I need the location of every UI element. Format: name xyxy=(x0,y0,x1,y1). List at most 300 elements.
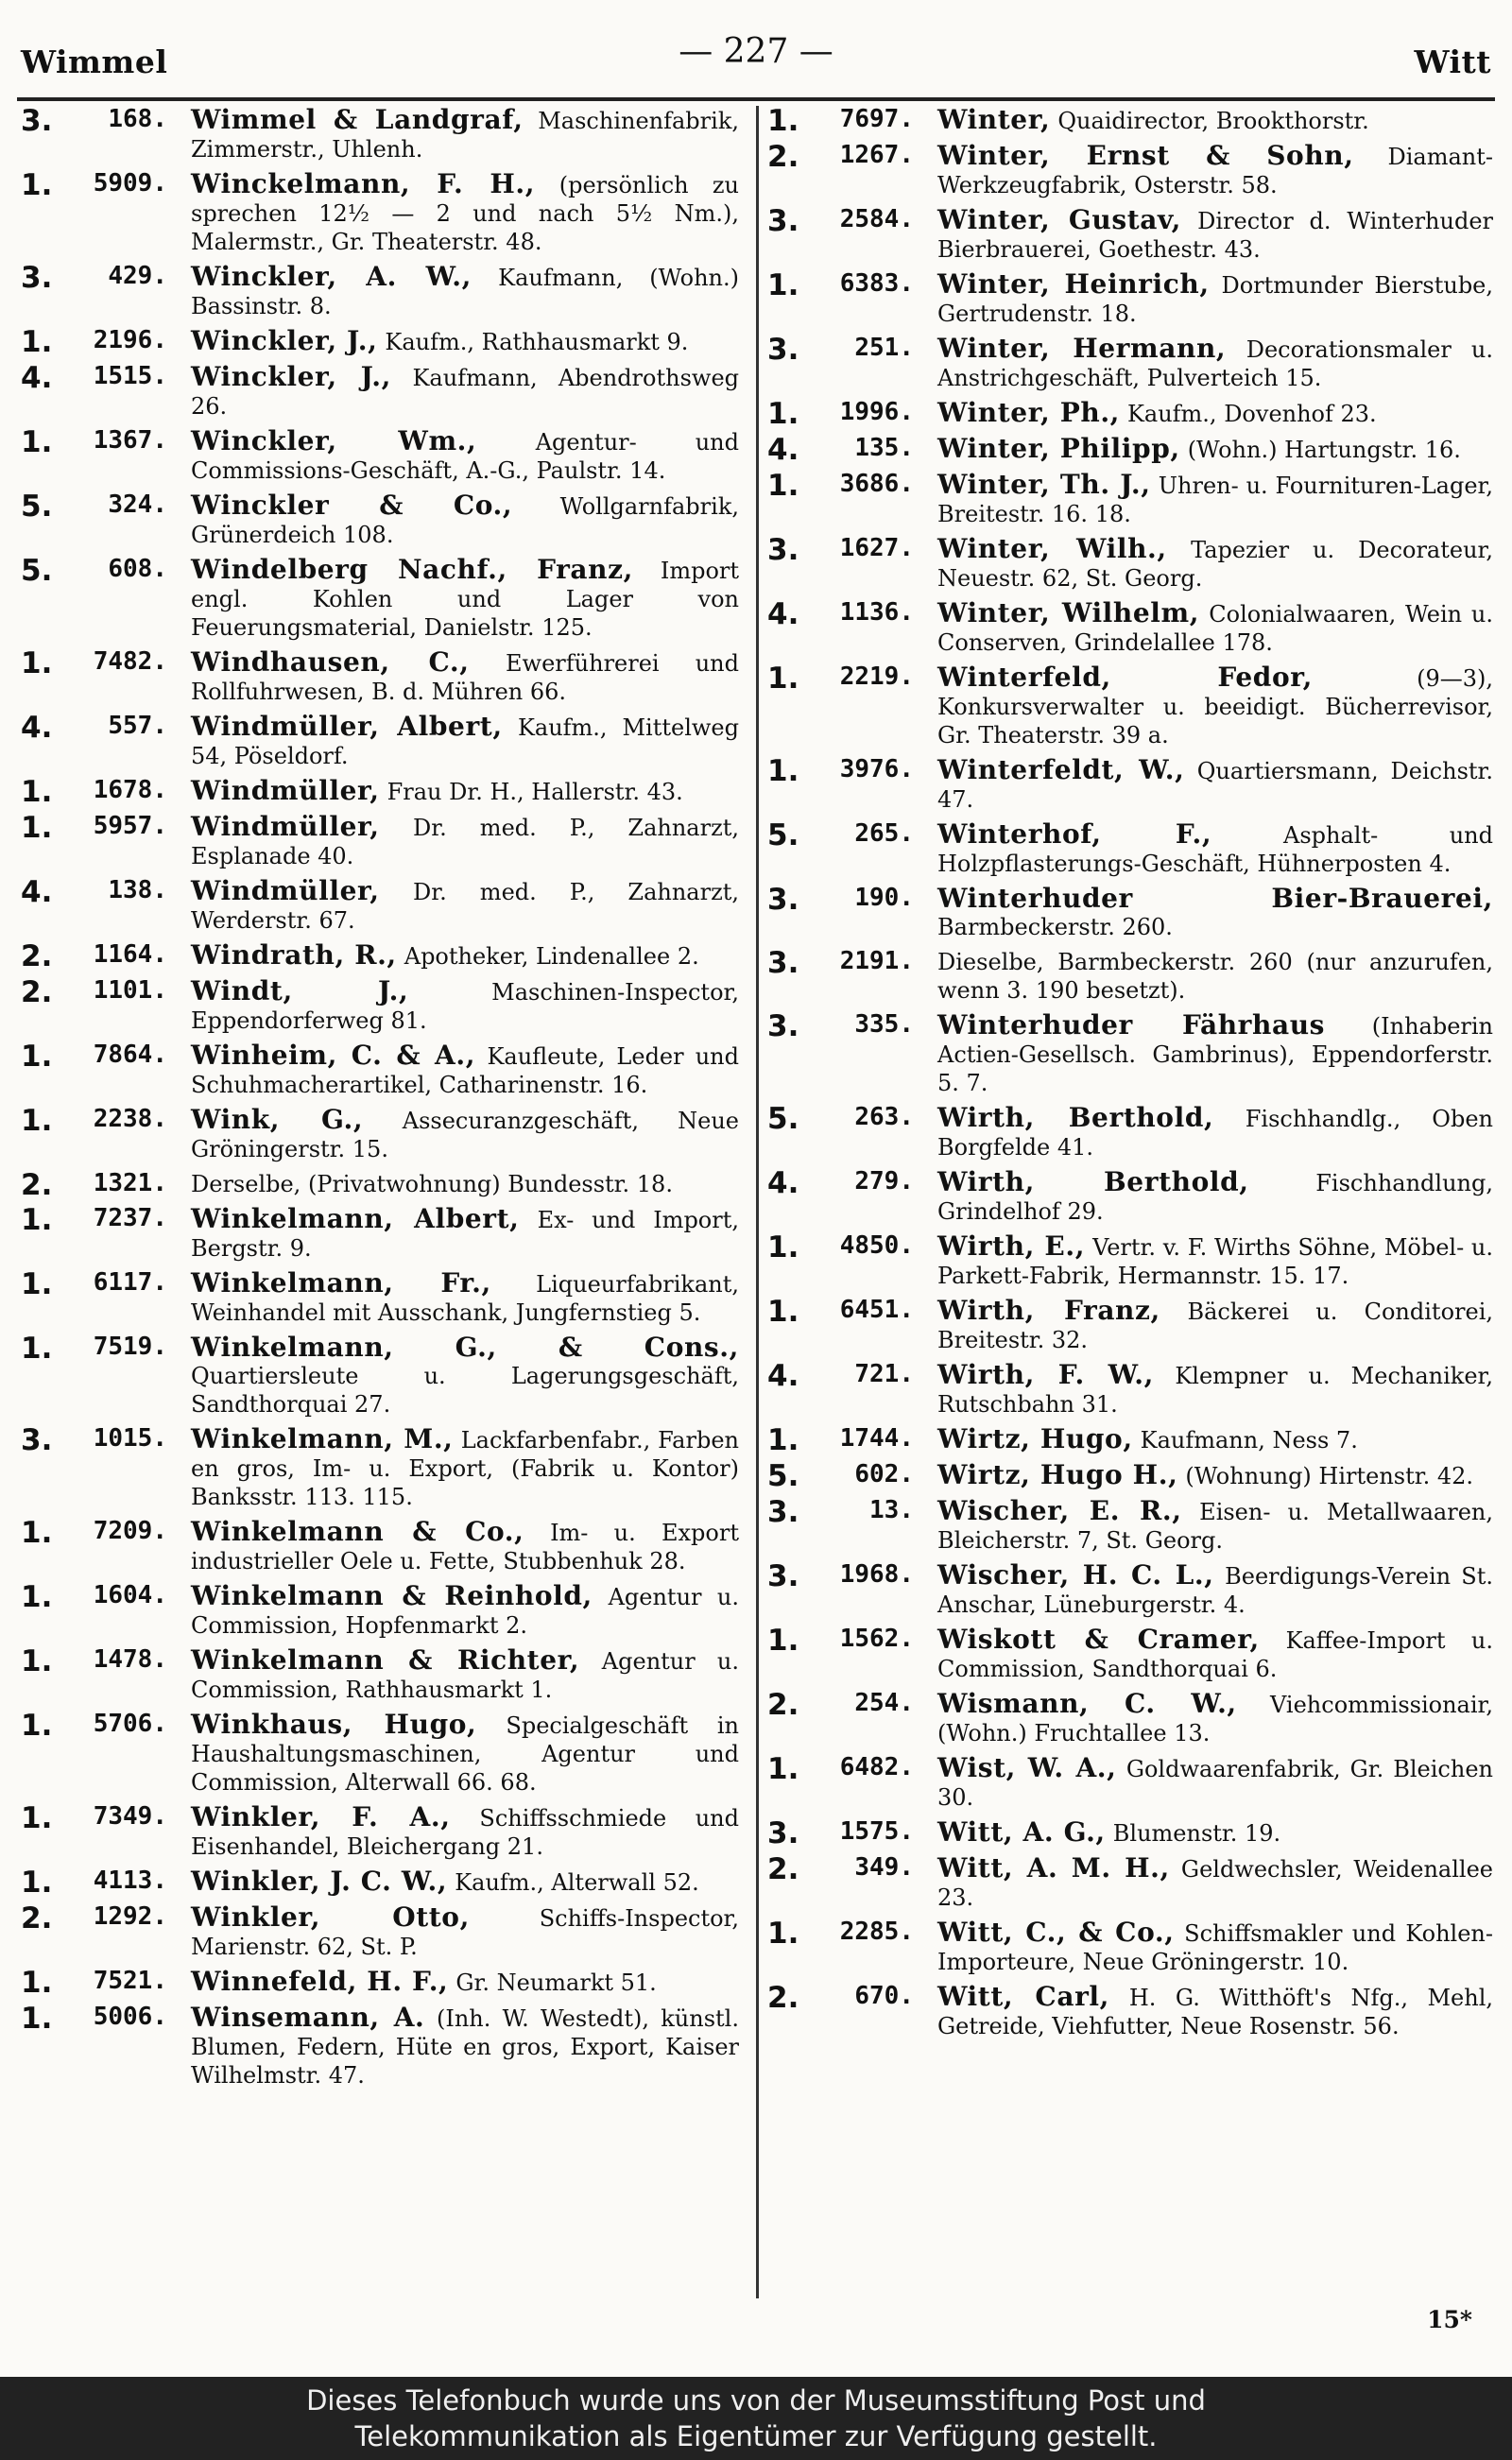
phone-number: 3686. xyxy=(839,470,914,498)
exchange-zone: 4. xyxy=(767,1166,799,1200)
subscriber-name: Wischer, E. R., xyxy=(937,1495,1182,1526)
subscriber-details: Liqueurfabrikant, Weinhandel mit Ausschank, Jungfernstieg 5. xyxy=(191,1271,739,1326)
header-last-entry: Witt xyxy=(1414,43,1491,80)
exchange-zone: 1. xyxy=(767,662,799,696)
phone-number: 2584. xyxy=(839,205,914,233)
directory-entry xyxy=(767,433,1493,467)
phone-number: 279. xyxy=(854,1167,914,1196)
directory-entry xyxy=(21,941,739,971)
directory-entry xyxy=(767,1104,1493,1161)
directory-entry xyxy=(767,1690,1493,1747)
subscriber-name: Wirth, Berthold, xyxy=(937,1102,1214,1133)
subscriber-details: Bäckerei u. Conditorei, Breitestr. 32. xyxy=(937,1299,1493,1353)
directory-entry xyxy=(767,1011,1493,1097)
exchange-zone: 1. xyxy=(21,1516,53,1550)
exchange-zone: 1. xyxy=(767,754,799,788)
phone-number: 1292. xyxy=(93,1902,167,1931)
exchange-zone: 2. xyxy=(21,1901,53,1935)
exchange-zone: 5. xyxy=(767,1102,799,1136)
subscriber-details: Klempner u. Mechaniker, Rutschbahn 31. xyxy=(937,1363,1494,1418)
directory-entry xyxy=(21,2004,739,2090)
phone-number: 265. xyxy=(854,819,914,848)
directory-entry xyxy=(21,1803,739,1861)
exchange-zone: 3. xyxy=(767,946,799,980)
exchange-zone: 1. xyxy=(767,469,799,503)
subscriber-name: Witt, A. M. H., xyxy=(937,1852,1170,1884)
subscriber-details: Agentur u. Commission, Rathhausmarkt 1. xyxy=(191,1648,739,1703)
subscriber-details: Dr. med. P., Zahnarzt, Esplanade 40. xyxy=(191,815,739,869)
phone-number: 1478. xyxy=(93,1645,167,1674)
directory-entry xyxy=(21,1646,739,1704)
exchange-zone: 4. xyxy=(767,597,799,631)
subscriber-name: Wirtz, Hugo, xyxy=(937,1423,1133,1454)
phone-number: 602. xyxy=(854,1460,914,1488)
phone-number: 1678. xyxy=(93,776,167,804)
exchange-zone: 1. xyxy=(21,425,53,459)
right-column xyxy=(767,106,1493,2047)
directory-entry xyxy=(767,270,1493,328)
directory-entry xyxy=(21,977,739,1035)
subscriber-name: Witt, A. G., xyxy=(937,1816,1106,1848)
subscriber-details: Kaufm., Dovenhof 23. xyxy=(1126,401,1377,427)
exchange-zone: 1. xyxy=(767,1752,799,1786)
phone-number: 2238. xyxy=(93,1105,167,1133)
subscriber-name: Windhausen, C., xyxy=(191,646,470,678)
exchange-zone: 5. xyxy=(767,1459,799,1493)
subscriber-name: Winterfeldt, W., xyxy=(937,754,1185,785)
subscriber-details: Kaufmann, Abendrothsweg 26. xyxy=(191,365,740,420)
directory-entry xyxy=(767,663,1493,749)
subscriber-name: Winckler, Wm., xyxy=(191,425,477,456)
directory-entry xyxy=(21,1966,739,2000)
subscriber-name: Winkler, J. C. W., xyxy=(191,1866,448,1897)
subscriber-name: Winckler, A. W., xyxy=(191,261,472,292)
directory-entry xyxy=(21,363,739,421)
phone-number: 2285. xyxy=(839,1918,914,1946)
subscriber-name: Wist, W. A., xyxy=(937,1752,1117,1783)
exchange-zone: 1. xyxy=(767,1624,799,1658)
page-number: — 227 — xyxy=(679,32,833,71)
exchange-zone: 3. xyxy=(767,333,799,367)
exchange-zone: 3. xyxy=(767,1559,799,1593)
subscriber-name: Wink, G., xyxy=(191,1104,364,1135)
subscriber-details: Kaufm., Rathhausmarkt 9. xyxy=(385,329,689,355)
directory-entry xyxy=(767,104,1493,138)
exchange-zone: 5. xyxy=(767,818,799,852)
exchange-zone: 1. xyxy=(767,104,799,138)
subscriber-details: Quartiersleute u. Lagerungsgeschäft, Sandthorquai 27. xyxy=(191,1363,739,1418)
subscriber-name: Winterfeld, Fedor, xyxy=(937,662,1313,693)
header-first-entry: Wimmel xyxy=(21,43,168,80)
subscriber-details: Import engl. Kohlen und Lager von Feuerungsmaterial, Danielstr. 125. xyxy=(191,558,740,641)
phone-number: 608. xyxy=(108,555,167,583)
exchange-zone: 1. xyxy=(21,1966,53,2000)
exchange-zone: 1. xyxy=(21,168,53,202)
exchange-zone: 1. xyxy=(21,1332,53,1366)
directory-entry xyxy=(21,1518,739,1575)
phone-number: 6482. xyxy=(839,1753,914,1781)
subscriber-name: Winckler & Co., xyxy=(191,490,513,521)
phone-number: 5006. xyxy=(93,2003,167,2031)
directory-entry xyxy=(21,1903,739,1961)
exchange-zone: 3. xyxy=(767,1009,799,1043)
subscriber-details: Director d. Winterhuder Bierbrauerei, Goethestr. 43. xyxy=(937,208,1494,263)
directory-entry xyxy=(21,1866,739,1900)
directory-entry xyxy=(767,1626,1493,1683)
directory-entry xyxy=(21,170,739,256)
phone-number: 138. xyxy=(108,876,167,904)
subscriber-name: Winterhof, F., xyxy=(937,818,1212,850)
exchange-zone: 5. xyxy=(21,490,53,524)
subscriber-name: Wimmel & Landgraf, xyxy=(191,104,524,135)
exchange-zone: 1. xyxy=(21,1580,53,1614)
phone-number: 254. xyxy=(854,1689,914,1717)
subscriber-details: Vertr. v. F. Wirths Söhne, Möbel- u. Parkett-Fabrik, Hermannstr. 15. 17. xyxy=(937,1234,1494,1289)
exchange-zone: 1. xyxy=(21,1203,53,1237)
directory-entry xyxy=(767,885,1493,941)
subscriber-name: Wirtz, Hugo H., xyxy=(937,1459,1178,1490)
subscriber-details: (Inh. W. Westedt), künstl. Blumen, Federn, Hüte en gros, Export, Kaiser Wilhelmstr. 47. xyxy=(191,2005,739,2089)
subscriber-name: Winckler, J., xyxy=(191,361,391,392)
exchange-zone: 3. xyxy=(767,883,799,917)
exchange-zone: 1. xyxy=(767,1295,799,1329)
exchange-zone: 1. xyxy=(767,268,799,302)
exchange-zone: 3. xyxy=(21,104,53,138)
subscriber-details: (9—3), Konkursverwalter u. beeidigt. Bücherrevisor, Gr. Theaterstr. 39 a. xyxy=(937,665,1493,748)
exchange-zone: 2. xyxy=(21,975,53,1009)
subscriber-name: Wirth, Berthold, xyxy=(937,1166,1249,1197)
phone-number: 1575. xyxy=(839,1817,914,1846)
subscriber-details: Quartiersmann, Deichstr. 47. xyxy=(937,758,1493,813)
directory-entry xyxy=(767,820,1493,878)
directory-entry xyxy=(21,325,739,359)
directory-entry xyxy=(21,1106,739,1163)
phone-number: 6117. xyxy=(93,1268,167,1297)
subscriber-name: Windrath, R., xyxy=(191,939,397,971)
subscriber-name: Winter, Hermann, xyxy=(937,333,1227,364)
phone-number: 1015. xyxy=(93,1424,167,1453)
subscriber-details: Kaufm., Alterwall 52. xyxy=(455,1869,699,1896)
phone-number: 557. xyxy=(108,712,167,740)
exchange-zone: 1. xyxy=(21,1104,53,1138)
subscriber-details: Asphalt- und Holzpflasterungs-Geschäft, Hühnerposten 4. xyxy=(937,822,1493,877)
subscriber-name: Windmüller, xyxy=(191,811,380,842)
phone-number: 324. xyxy=(108,490,167,519)
subscriber-details: Kaufmann, Ness 7. xyxy=(1140,1427,1358,1454)
directory-entry xyxy=(21,713,739,770)
phone-number: 1101. xyxy=(93,976,167,1005)
directory-entry xyxy=(767,335,1493,392)
exchange-zone: 4. xyxy=(767,1359,799,1393)
exchange-zone: 4. xyxy=(21,711,53,745)
directory-entry xyxy=(21,648,739,706)
subscriber-name: Winter, xyxy=(937,104,1051,135)
exchange-zone: 1. xyxy=(767,397,799,431)
subscriber-details: Frau Dr. H., Hallerstr. 43. xyxy=(387,779,683,805)
subscriber-name: Winnefeld, H. F., xyxy=(191,1966,449,1997)
subscriber-name: Winkelmann, G., & Cons., xyxy=(191,1332,739,1363)
phone-number: 7209. xyxy=(93,1517,167,1545)
phone-number: 3976. xyxy=(839,755,914,783)
subscriber-name: Winsemann, A. xyxy=(191,2002,425,2033)
subscriber-details: Eisen- u. Metallwaaren, Bleicherstr. 7, St. Georg. xyxy=(937,1499,1494,1554)
subscriber-name: Winkelmann & Co., xyxy=(191,1516,524,1547)
subscriber-details: (persönlich zu sprechen 12½ — 2 und nach 5½ Nm.), Malermstr., Gr. Theaterstr. 48. xyxy=(191,172,739,255)
subscriber-name: Windmüller, Albert, xyxy=(191,711,503,742)
subscriber-name: Winter, Heinrich, xyxy=(937,268,1210,300)
subscriber-name: Winter, Wilh., xyxy=(937,533,1167,564)
exchange-zone: 1. xyxy=(21,1801,53,1835)
subscriber-details: Fischhandlg., Oben Borgfelde 41. xyxy=(937,1106,1493,1161)
directory-entry xyxy=(21,427,739,485)
directory-entry xyxy=(767,1818,1493,1848)
subscriber-details: Barmbeckerstr. 260. xyxy=(937,914,1173,940)
exchange-zone: 4. xyxy=(767,433,799,467)
directory-entry xyxy=(21,1582,739,1640)
subscriber-details: Apotheker, Lindenallee 2. xyxy=(404,943,699,970)
phone-number: 4113. xyxy=(93,1867,167,1895)
subscriber-details: Agentur- und Commissions-Geschäft, A.-G., Paulstr. 14. xyxy=(191,429,740,484)
directory-entry xyxy=(21,1205,739,1263)
directory-entry xyxy=(21,813,739,870)
phone-number: 1267. xyxy=(839,141,914,169)
phone-number: 1367. xyxy=(93,426,167,455)
phone-number: 1996. xyxy=(839,398,914,426)
directory-entry xyxy=(767,535,1493,593)
directory-entry xyxy=(767,1361,1493,1419)
phone-number: 7482. xyxy=(93,647,167,676)
subscriber-details: Geldwechsler, Weidenallee 23. xyxy=(937,1856,1493,1911)
directory-entry xyxy=(21,263,739,320)
subscriber-name: Winter, Ph., xyxy=(937,397,1121,428)
subscriber-details: Maschinenfabrik, Zimmerstr., Uhlenh. xyxy=(191,108,739,163)
phone-number: 1744. xyxy=(839,1424,914,1453)
subscriber-name: Winckler, J., xyxy=(191,325,378,356)
subscriber-name: Winkelmann & Reinhold, xyxy=(191,1580,593,1611)
phone-number: 1562. xyxy=(839,1625,914,1653)
signature-mark: 15* xyxy=(1427,2306,1472,2333)
phone-number: 2191. xyxy=(839,947,914,975)
subscriber-details: Dieselbe, Barmbeckerstr. 260 (nur anzurufen, wenn 3. 190 besetzt). xyxy=(937,949,1493,1004)
phone-number: 7697. xyxy=(839,105,914,133)
phone-number: 429. xyxy=(108,262,167,290)
subscriber-details: Schiffs-Inspector, Marienstr. 62, St. P. xyxy=(191,1905,740,1960)
subscriber-name: Winterhuder Fährhaus xyxy=(937,1009,1326,1041)
subscriber-details: Uhren- u. Fournituren-Lager, Breitestr. 16. 18. xyxy=(937,473,1493,527)
phone-number: 335. xyxy=(854,1010,914,1039)
exchange-zone: 1. xyxy=(21,325,53,359)
subscriber-name: Winkelmann, M., xyxy=(191,1423,454,1454)
subscriber-details: Derselbe, (Privatwohnung) Bundesstr. 18. xyxy=(191,1171,673,1197)
subscriber-name: Windelberg Nachf., Franz, xyxy=(191,554,633,585)
directory-entry xyxy=(21,775,739,809)
directory-entry xyxy=(767,1423,1493,1457)
subscriber-name: Wirth, F. W., xyxy=(937,1359,1154,1390)
directory-entry xyxy=(21,877,739,935)
directory-entry xyxy=(767,948,1493,1005)
directory-entry xyxy=(767,397,1493,431)
exchange-zone: 2. xyxy=(21,939,53,973)
phone-number: 1627. xyxy=(839,534,914,562)
subscriber-details: Ewerführerei und Rollfuhrwesen, B. d. Mühren 66. xyxy=(191,650,739,705)
subscriber-name: Wirth, E., xyxy=(937,1230,1086,1262)
subscriber-details: (Inhaberin Actien-Gesellsch. Gambrinus), Eppendorferstr. 5. 7. xyxy=(937,1013,1494,1096)
exchange-zone: 1. xyxy=(21,1267,53,1301)
subscriber-name: Windt, J., xyxy=(191,975,409,1006)
exchange-zone: 2. xyxy=(767,1852,799,1886)
directory-entry xyxy=(767,1168,1493,1226)
exchange-zone: 3. xyxy=(21,261,53,295)
directory-entry xyxy=(21,1269,739,1327)
subscriber-name: Windmüller, xyxy=(191,875,380,906)
exchange-zone: 3. xyxy=(21,1423,53,1457)
subscriber-details: Assecuranzgeschäft, Neue Gröningerstr. 15. xyxy=(191,1108,740,1162)
phone-number: 6383. xyxy=(839,269,914,298)
exchange-zone: 1. xyxy=(21,646,53,680)
directory-entry xyxy=(767,599,1493,657)
subscriber-details: Kaufleute, Leder und Schuhmacherartikel, Catharinenstr. 16. xyxy=(191,1043,739,1098)
phone-number: 13. xyxy=(869,1496,914,1524)
subscriber-name: Winkelmann & Richter, xyxy=(191,1644,580,1676)
subscriber-details: Diamant-Werkzeugfabrik, Osterstr. 58. xyxy=(937,144,1493,198)
phone-number: 7519. xyxy=(93,1333,167,1361)
directory-entry xyxy=(767,1497,1493,1555)
subscriber-details: Kaufm., Mittelweg 54, Pöseldorf. xyxy=(191,714,739,769)
subscriber-name: Witt, C., & Co., xyxy=(937,1917,1175,1948)
subscriber-name: Wiskott & Cramer, xyxy=(937,1624,1260,1655)
directory-entry xyxy=(21,491,739,549)
phone-number: 7237. xyxy=(93,1204,167,1232)
subscriber-name: Winkelmann, Fr., xyxy=(191,1267,491,1299)
directory-entry xyxy=(21,1168,739,1202)
subscriber-name: Wismann, C. W., xyxy=(937,1688,1237,1719)
subscriber-details: Lackfarbenfabr., Farben en gros, Im- u. Export, (Fabrik u. Kontor) Banksstr. 113. 115. xyxy=(191,1427,739,1510)
subscriber-details: Quaidirector, Brookthorstr. xyxy=(1057,108,1369,134)
subscriber-details: Specialgeschäft in Haushaltungsmaschinen, Agentur und Commission, Alterwall 66. 68. xyxy=(191,1712,739,1796)
phone-number: 1604. xyxy=(93,1581,167,1609)
phone-number: 1968. xyxy=(839,1560,914,1589)
exchange-zone: 1. xyxy=(21,1644,53,1678)
exchange-zone: 1. xyxy=(21,811,53,845)
footer-line-1: Dieses Telefonbuch wurde uns von der Museumsstiftung Post und xyxy=(306,2384,1206,2417)
subscriber-name: Winkler, Otto, xyxy=(191,1901,470,1933)
phone-number: 5957. xyxy=(93,812,167,840)
subscriber-name: Windmüller, xyxy=(191,775,380,806)
subscriber-details: Wollgarnfabrik, Grünerdeich 108. xyxy=(191,493,739,548)
subscriber-details: Im- u. Export industrieller Oele u. Fette, Stubbenhuk 28. xyxy=(191,1520,739,1574)
directory-entry xyxy=(767,756,1493,814)
subscriber-details: (Wohn.) Hartungstr. 16. xyxy=(1187,437,1461,463)
phone-number: 4850. xyxy=(839,1231,914,1260)
phone-number: 1321. xyxy=(93,1169,167,1197)
exchange-zone: 1. xyxy=(21,775,53,809)
directory-entry xyxy=(767,471,1493,528)
subscriber-details: Goldwaarenfabrik, Gr. Bleichen 30. xyxy=(937,1756,1493,1811)
phone-number: 721. xyxy=(854,1360,914,1388)
subscriber-name: Winter, Philipp, xyxy=(937,433,1180,464)
exchange-zone: 2. xyxy=(767,1981,799,2015)
header-rule xyxy=(17,97,1495,101)
footer-notice xyxy=(0,2377,1512,2460)
phone-number: 135. xyxy=(854,434,914,462)
phone-number: 349. xyxy=(854,1853,914,1882)
directory-entry xyxy=(21,106,739,163)
exchange-zone: 1. xyxy=(21,2002,53,2036)
subscriber-name: Wirth, Franz, xyxy=(937,1295,1160,1326)
directory-entry xyxy=(767,1983,1493,2040)
subscriber-details: Schiffsmakler und Kohlen-Importeure, Neue Gröningerstr. 10. xyxy=(937,1920,1493,1975)
subscriber-name: Witt, Carl, xyxy=(937,1981,1110,2012)
exchange-zone: 2. xyxy=(767,140,799,174)
phone-number: 1515. xyxy=(93,362,167,390)
phone-number: 263. xyxy=(854,1103,914,1131)
subscriber-details: (Wohnung) Hirtenstr. 42. xyxy=(1185,1463,1474,1489)
exchange-zone: 1. xyxy=(21,1709,53,1743)
subscriber-details: Tapezier u. Decorateur, Neuestr. 62, St. Georg. xyxy=(937,537,1494,592)
directory-entry xyxy=(21,1041,739,1099)
phone-number: 2196. xyxy=(93,326,167,354)
subscriber-name: Winkhaus, Hugo, xyxy=(191,1709,477,1740)
exchange-zone: 4. xyxy=(21,361,53,395)
subscriber-details: Schiffsschmiede und Eisenhandel, Bleichergang 21. xyxy=(191,1805,739,1860)
phone-number: 6451. xyxy=(839,1296,914,1324)
subscriber-details: H. G. Witthöft's Nfg., Mehl, Getreide, Viehfutter, Neue Rosenstr. 56. xyxy=(937,1985,1494,2039)
subscriber-details: Kaufmann, (Wohn.) Bassinstr. 8. xyxy=(191,265,739,319)
subscriber-details: Ex- und Import, Bergstr. 9. xyxy=(191,1207,739,1262)
directory-entry xyxy=(767,1297,1493,1354)
subscriber-name: Winter, Wilhelm, xyxy=(937,597,1200,628)
subscriber-details: Kaffee-Import u. Commission, Sandthorquai 6. xyxy=(937,1627,1493,1682)
subscriber-details: Beerdigungs-Verein St. Anschar, Lüneburgerstr. 4. xyxy=(937,1563,1494,1618)
phone-number: 5909. xyxy=(93,169,167,198)
directory-entry xyxy=(767,1754,1493,1812)
exchange-zone: 2. xyxy=(21,1168,53,1202)
exchange-zone: 3. xyxy=(767,204,799,238)
subscriber-name: Winter, Ernst & Sohn, xyxy=(937,140,1354,171)
exchange-zone: 1. xyxy=(767,1423,799,1457)
subscriber-details: Dortmunder Bierstube, Gertrudenstr. 18. xyxy=(937,272,1494,327)
footer-line-2: Telekommunikation als Eigentümer zur Verfügung gestellt. xyxy=(354,2420,1158,2452)
directory-entry xyxy=(767,1854,1493,1912)
directory-entry xyxy=(21,1711,739,1797)
subscriber-details: Viehcommissionair, (Wohn.) Fruchtallee 13. xyxy=(937,1692,1493,1746)
directory-entry xyxy=(767,206,1493,264)
subscriber-details: Agentur u. Commission, Hopfenmarkt 2. xyxy=(191,1584,739,1639)
phone-number: 2219. xyxy=(839,662,914,691)
directory-entry xyxy=(767,1561,1493,1619)
exchange-zone: 2. xyxy=(767,1688,799,1722)
exchange-zone: 3. xyxy=(767,533,799,567)
phone-number: 7521. xyxy=(93,1967,167,1995)
subscriber-details: Maschinen-Inspector, Eppendorferweg 81. xyxy=(191,979,739,1034)
phone-number: 190. xyxy=(854,884,914,912)
exchange-zone: 4. xyxy=(21,875,53,909)
exchange-zone: 1. xyxy=(21,1040,53,1074)
subscriber-name: Winter, Th. J., xyxy=(937,469,1151,500)
directory-entry xyxy=(21,1333,739,1419)
left-column xyxy=(21,106,739,2096)
phone-number: 5706. xyxy=(93,1710,167,1738)
phone-number: 168. xyxy=(108,105,167,133)
directory-entry xyxy=(21,556,739,642)
phone-number: 670. xyxy=(854,1982,914,2010)
subscriber-name: Winheim, C. & A., xyxy=(191,1040,476,1071)
subscriber-name: Wischer, H. C. L., xyxy=(937,1559,1214,1591)
subscriber-name: Winckelmann, F. H., xyxy=(191,168,536,199)
subscriber-name: Winter, Gustav, xyxy=(937,204,1181,235)
subscriber-details: Dr. med. P., Zahnarzt, Werderstr. 67. xyxy=(191,879,739,934)
subscriber-details: Decorationsmaler u. Anstrichgeschäft, Pulverteich 15. xyxy=(937,336,1494,391)
